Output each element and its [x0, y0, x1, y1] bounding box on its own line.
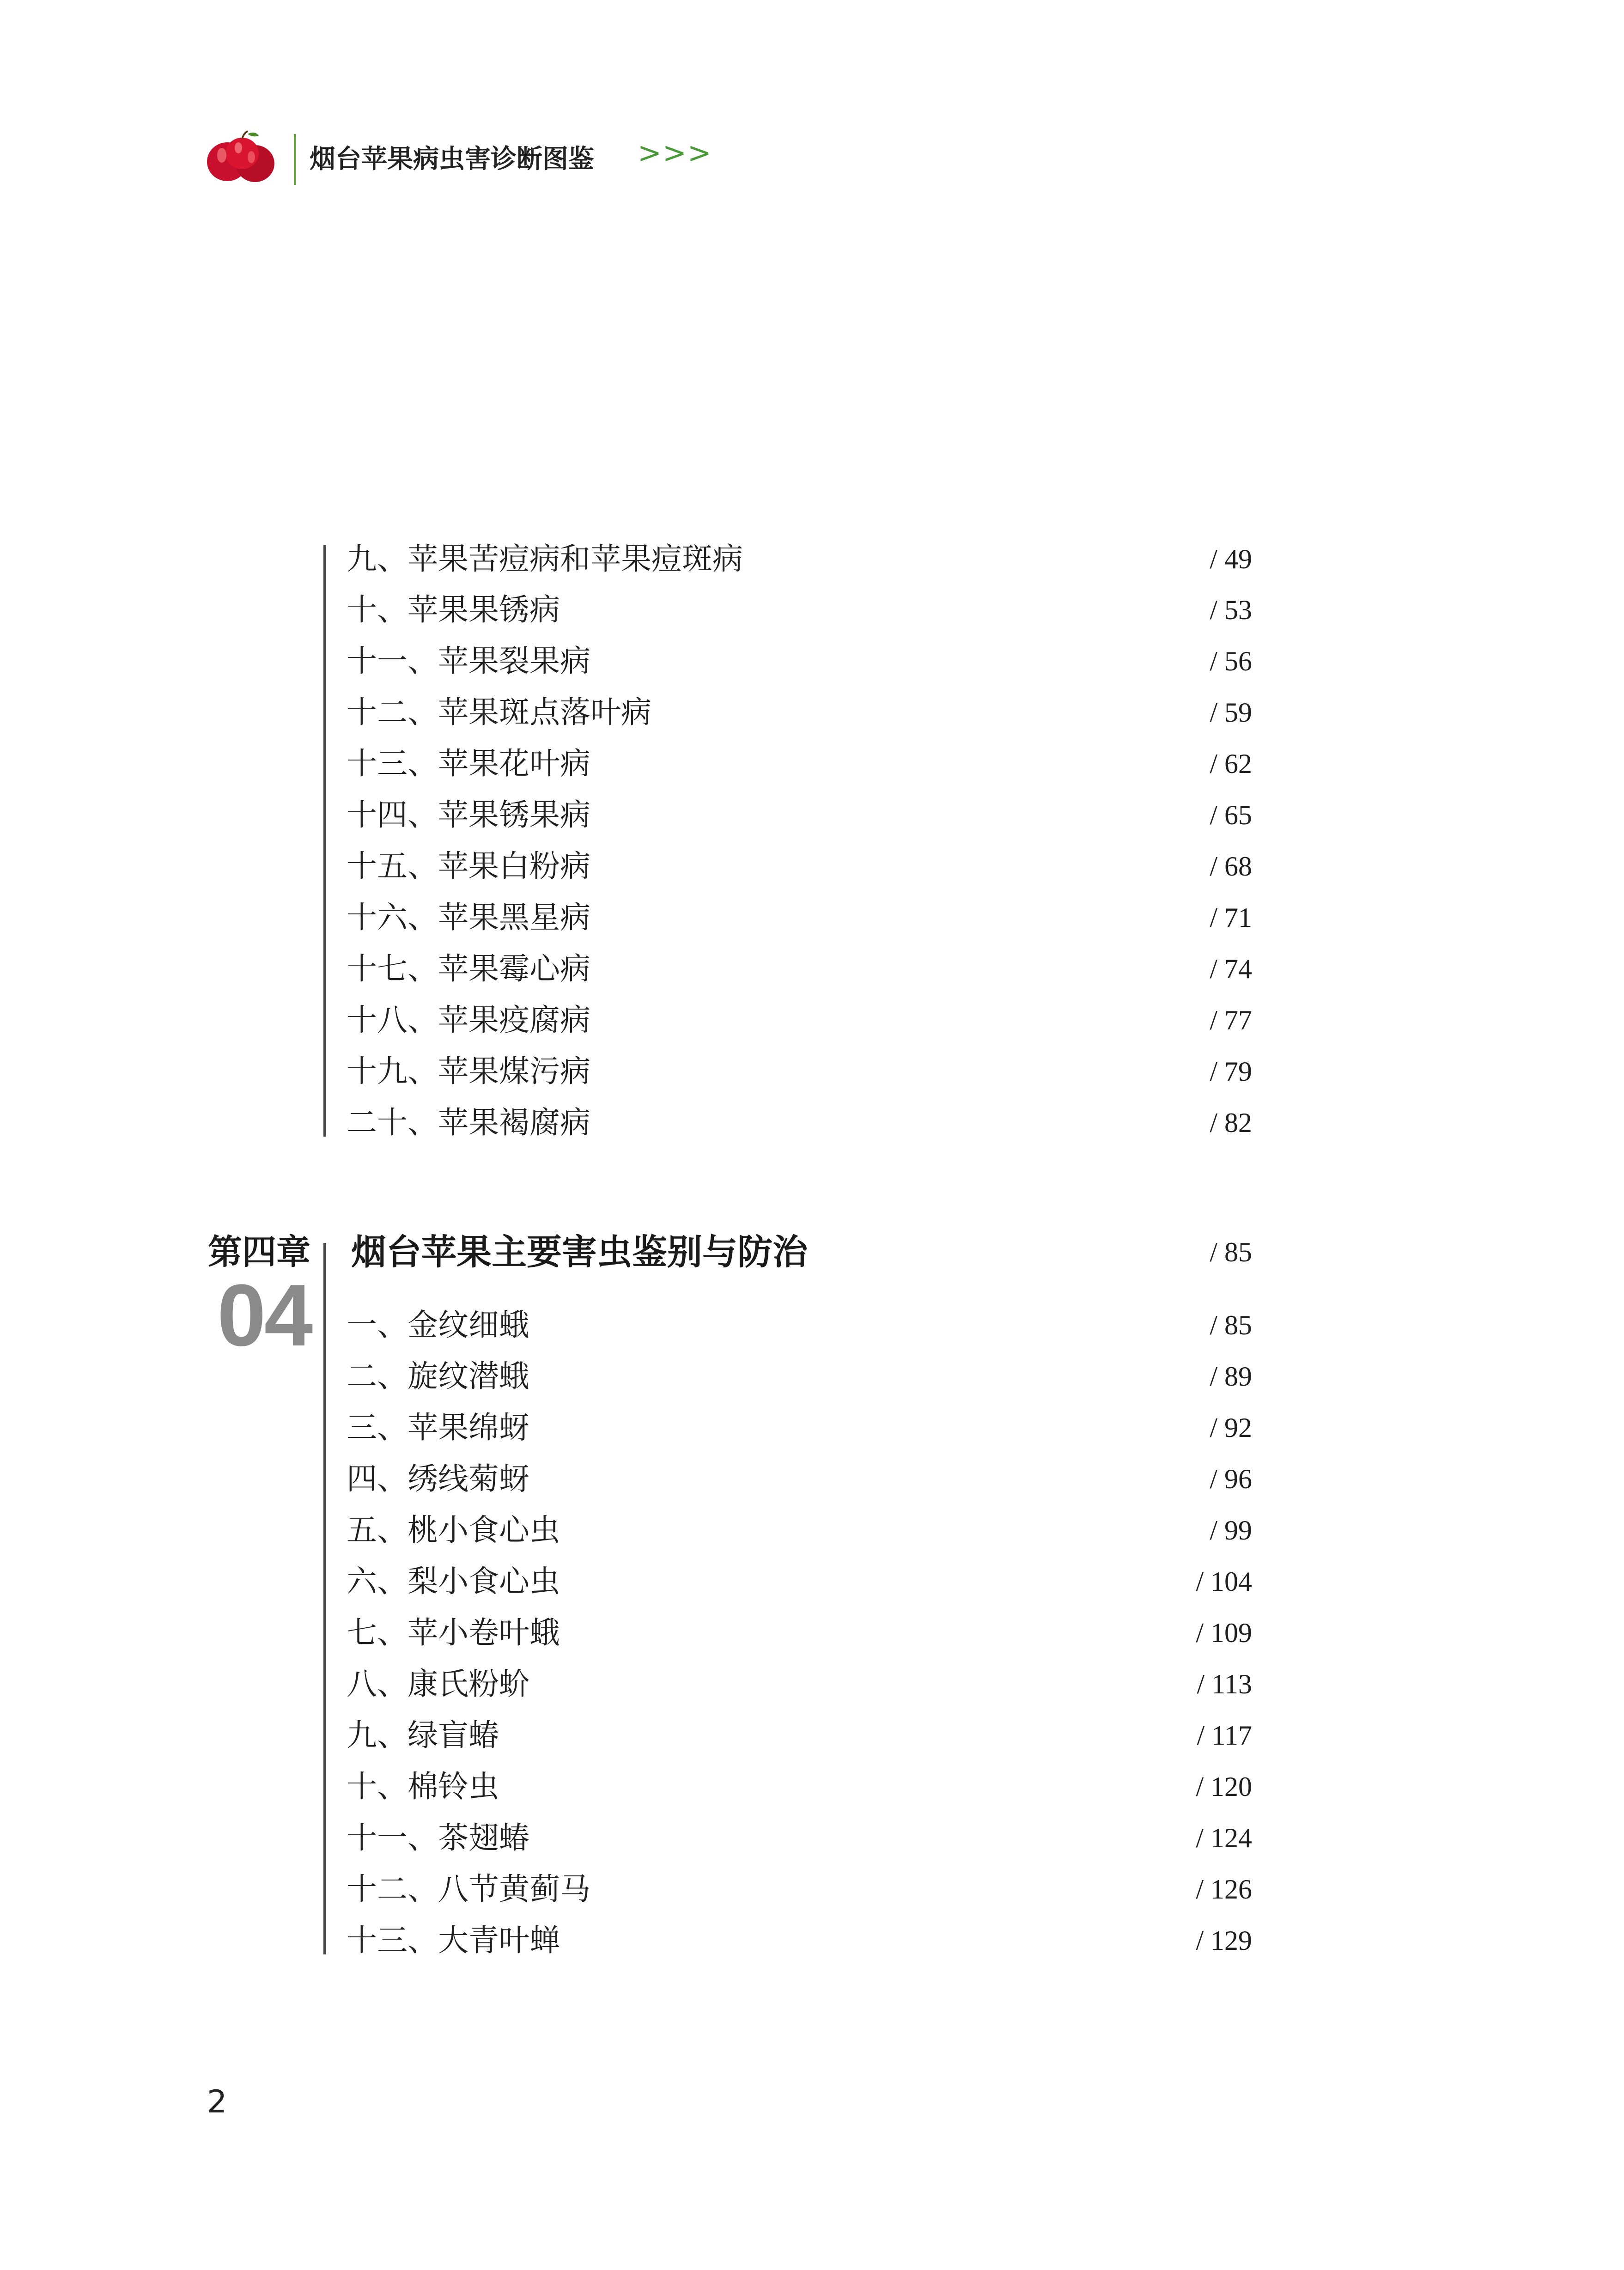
toc-entry[interactable]	[347, 1100, 1252, 1146]
chapter-page: / 85	[1210, 1237, 1252, 1267]
toc-entry[interactable]	[347, 536, 1252, 582]
chevrons-decoration: >>>	[638, 136, 712, 170]
toc-entry[interactable]	[347, 792, 1252, 838]
toc-entry-title: 十二、苹果斑点落叶病	[347, 694, 651, 730]
toc-entry[interactable]	[347, 1302, 1252, 1348]
toc-entry-page: / 53	[1210, 595, 1252, 625]
toc-entry-page: / 104	[1196, 1566, 1252, 1597]
toc-entry[interactable]	[347, 1764, 1252, 1810]
toc-entry-title: 十五、苹果白粉病	[347, 848, 590, 884]
toc-entry-page: / 56	[1210, 646, 1252, 676]
toc-entry-page: / 71	[1210, 902, 1252, 933]
toc-entry[interactable]	[347, 587, 1252, 633]
toc-vertical-rule	[323, 545, 326, 1137]
toc-entry-title: 二十、苹果褐腐病	[347, 1105, 590, 1140]
header-divider	[294, 134, 296, 185]
toc-entry-page: / 79	[1210, 1056, 1252, 1087]
chapter-label: 第四章	[208, 1232, 310, 1272]
toc-entry[interactable]	[347, 895, 1252, 941]
toc-vertical-rule	[323, 1243, 326, 1954]
toc-entry-title: 十九、苹果煤污病	[347, 1053, 590, 1089]
toc-entry[interactable]	[347, 997, 1252, 1043]
toc-entry[interactable]	[347, 1558, 1252, 1605]
toc-entry[interactable]	[347, 1866, 1252, 1912]
toc-entry-title: 十二、八节黄蓟马	[347, 1871, 590, 1907]
toc-entry-page: / 68	[1210, 851, 1252, 882]
book-title: 烟台苹果病虫害诊断图鉴	[310, 144, 594, 174]
toc-entry-title: 二、旋纹潜蛾	[347, 1358, 529, 1394]
toc-entry-title: 十一、茶翅蝽	[347, 1820, 529, 1856]
toc-entry[interactable]	[347, 689, 1252, 736]
toc-entry[interactable]	[347, 1456, 1252, 1502]
toc-entry-page: / 129	[1196, 1925, 1252, 1956]
toc-entry-page: / 74	[1210, 954, 1252, 984]
toc-entry-title: 十六、苹果黑星病	[347, 900, 590, 935]
toc-entry-title: 九、苹果苦痘病和苹果痘斑病	[347, 541, 743, 577]
toc-entry[interactable]	[347, 1712, 1252, 1759]
toc-entry-title: 十三、苹果花叶病	[347, 746, 590, 781]
toc-entry-page: / 92	[1210, 1412, 1252, 1443]
toc-entry-page: / 89	[1210, 1361, 1252, 1392]
toc-entry-page: / 126	[1196, 1874, 1252, 1905]
toc-entry-page: / 96	[1210, 1464, 1252, 1494]
toc-entry-title: 三、苹果绵蚜	[347, 1410, 529, 1445]
toc-entry-title: 五、桃小食心虫	[347, 1512, 560, 1548]
toc-entry-title: 六、梨小食心虫	[347, 1564, 560, 1599]
toc-entry[interactable]	[347, 1405, 1252, 1451]
toc-entry-page: / 117	[1197, 1720, 1252, 1751]
toc-entry-title: 七、苹小卷叶蛾	[347, 1615, 560, 1650]
toc-entry[interactable]	[347, 843, 1252, 889]
apple-cluster-icon	[203, 129, 282, 185]
toc-entry[interactable]	[347, 741, 1252, 787]
toc-entry-title: 一、金纹细蛾	[347, 1307, 529, 1343]
toc-entry-title: 十、棉铃虫	[347, 1769, 499, 1804]
toc-entry-page: / 49	[1210, 544, 1252, 574]
toc-entry[interactable]	[347, 1048, 1252, 1095]
toc-entry[interactable]	[347, 1353, 1252, 1400]
toc-entry[interactable]	[347, 638, 1252, 684]
toc-entry-page: / 109	[1196, 1618, 1252, 1648]
toc-entry[interactable]	[347, 946, 1252, 992]
chapter-title: 烟台苹果主要害虫鉴别与防治	[351, 1231, 808, 1272]
toc-entry-page: / 59	[1210, 697, 1252, 728]
toc-entry-title: 十七、苹果霉心病	[347, 951, 590, 986]
toc-entry[interactable]	[347, 1917, 1252, 1964]
toc-entry-page: / 85	[1210, 1310, 1252, 1340]
toc-entry-page: / 124	[1196, 1823, 1252, 1853]
toc-entry-page: / 65	[1210, 800, 1252, 830]
toc-entry-title: 八、康氏粉蚧	[347, 1666, 529, 1702]
toc-entry-page: / 77	[1210, 1005, 1252, 1035]
page-number: 2	[207, 2084, 227, 2120]
chapter-heading[interactable]	[351, 1229, 1252, 1275]
toc-entry-page: / 99	[1210, 1515, 1252, 1546]
toc-entry-title: 十、苹果果锈病	[347, 592, 560, 627]
toc-entry[interactable]	[347, 1815, 1252, 1861]
toc-entry-page: / 62	[1210, 749, 1252, 779]
toc-entry-title: 九、绿盲蝽	[347, 1717, 499, 1753]
toc-entry-page: / 82	[1210, 1108, 1252, 1138]
chapter-number: 04	[217, 1266, 311, 1364]
toc-entry[interactable]	[347, 1661, 1252, 1707]
toc-entry-page: / 113	[1197, 1669, 1252, 1699]
toc-entry-title: 十三、大青叶蝉	[347, 1923, 560, 1958]
toc-entry-title: 四、绣线菊蚜	[347, 1461, 529, 1497]
toc-entry-title: 十八、苹果疫腐病	[347, 1002, 590, 1038]
toc-entry-title: 十一、苹果裂果病	[347, 643, 590, 679]
toc-entry[interactable]	[347, 1610, 1252, 1656]
toc-entry[interactable]	[347, 1507, 1252, 1553]
toc-entry-page: / 120	[1196, 1771, 1252, 1802]
toc-entry-title: 十四、苹果锈果病	[347, 797, 590, 833]
